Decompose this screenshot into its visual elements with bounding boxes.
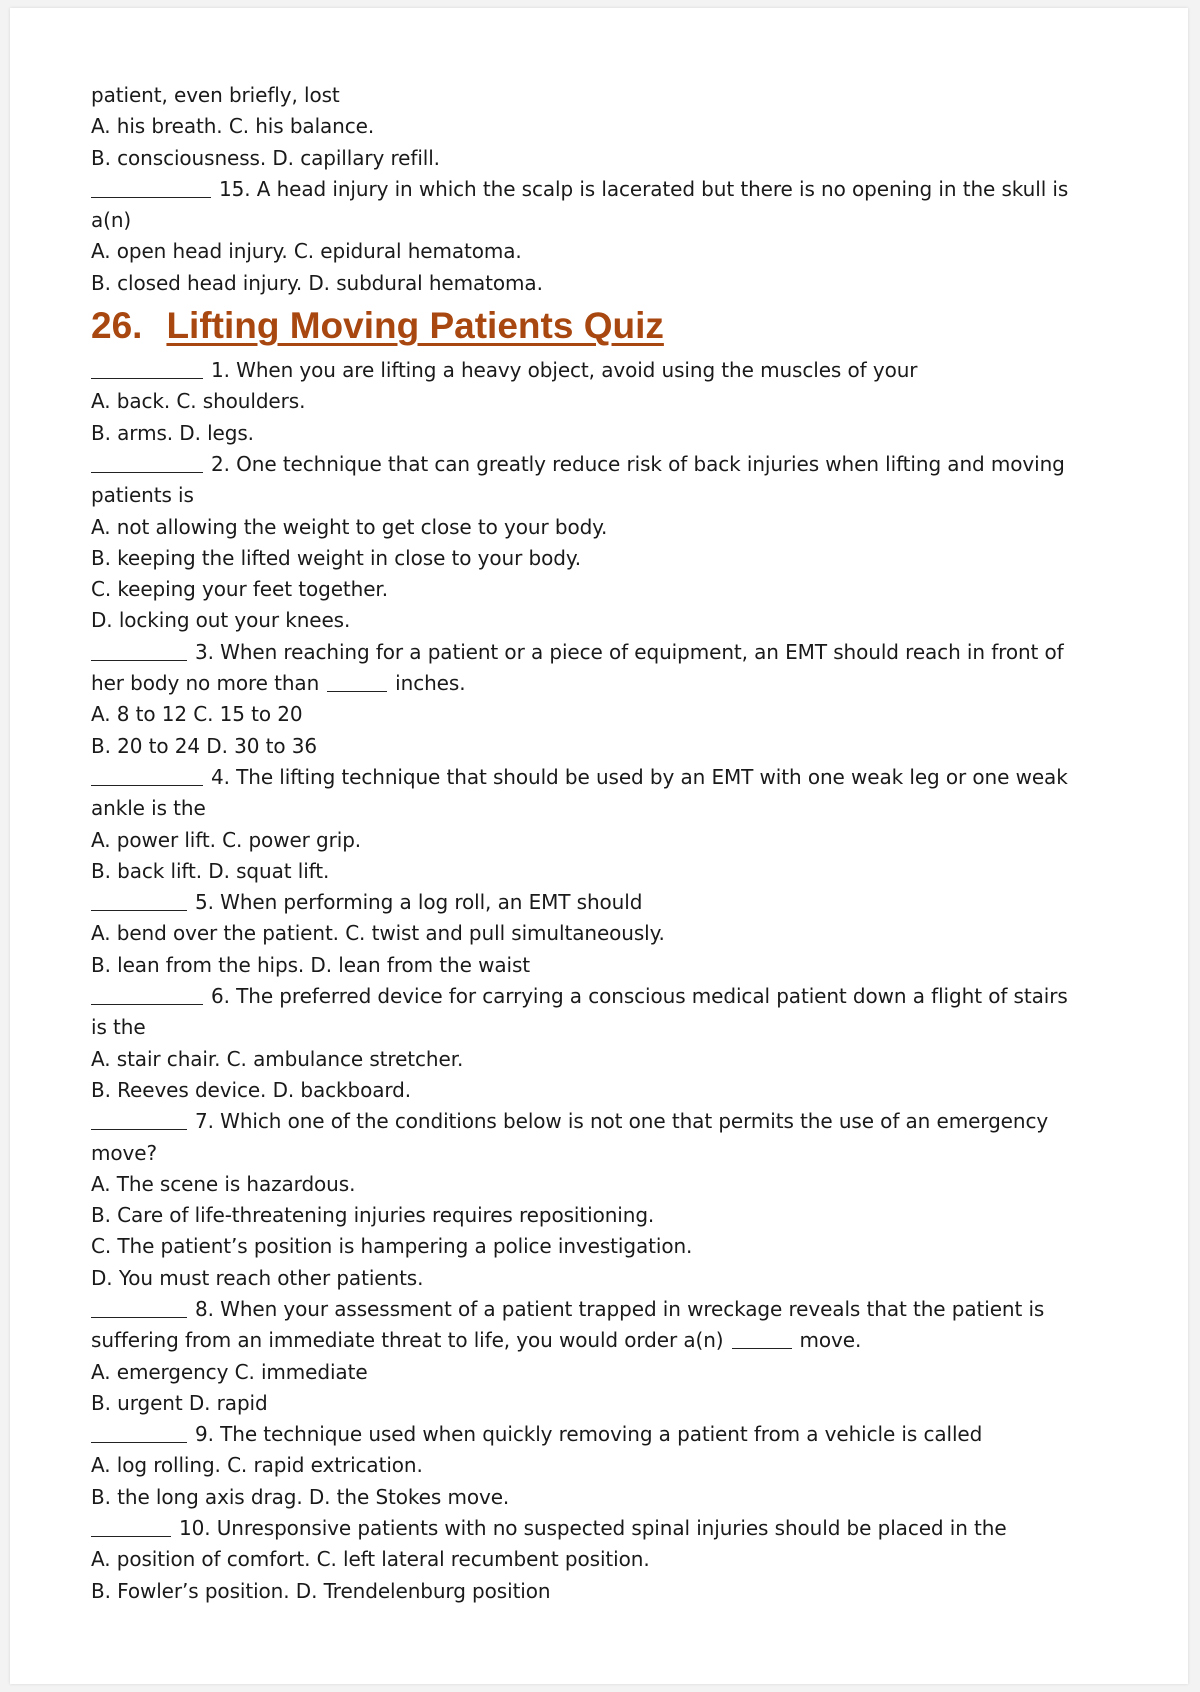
section-heading [91,301,1161,355]
q15-line1: 15. A head injury in which the scalp is lacerated but there is no opening in the skull is [91,174,1161,205]
q4-option-b-d: B. back lift. D. squat lift. [91,858,330,883]
q14-option-a-c: A. his breath. C. his balance. [91,114,375,139]
inline-blank[interactable] [732,1328,792,1349]
answer-blank[interactable] [91,358,203,379]
answer-blank[interactable] [91,177,211,198]
q2-line1: 2. One technique that can greatly reduce risk of back injuries when lifting and moving [91,449,1161,480]
q3-option-b-d: B. 20 to 24 D. 30 to 36 [91,733,317,758]
q2-option-b: B. keeping the lifted weight in close to your body. [91,545,581,570]
q6-option-b-d: B. Reeves device. D. backboard. [91,1077,412,1102]
q10-option-b-d: B. Fowler’s position. D. Trendelenburg position [91,1578,551,1603]
q2-option-d: D. locking out your knees. [91,608,351,633]
answer-blank[interactable] [91,984,203,1005]
q15-option-b-d: B. closed head injury. D. subdural hematoma. [91,270,543,295]
q7-option-c: C. The patient’s position is hampering a police investigation. [91,1234,693,1259]
q1-option-b-d: B. arms. D. legs. [91,420,254,445]
answer-blank[interactable] [91,765,203,786]
answer-blank[interactable] [91,890,187,911]
q7-option-a: A. The scene is hazardous. [91,1171,356,1196]
section-title: Lifting Moving Patients Quiz [166,305,664,347]
q7-line1: 7. Which one of the conditions below is not one that permits the use of an emergency [91,1106,1161,1137]
answer-blank[interactable] [91,1516,171,1537]
q8-option-b-d: B. urgent D. rapid [91,1390,268,1415]
q4-line1: 4. The lifting technique that should be used by an EMT with one weak leg or one weak [91,762,1161,793]
q1-option-a-c: A. back. C. shoulders. [91,389,306,414]
quiz-content [91,80,1161,1607]
q9-option-b-d: B. the long axis drag. D. the Stokes move. [91,1484,510,1509]
q7-line2: move? [91,1140,157,1165]
answer-blank[interactable] [91,452,203,473]
inline-blank[interactable] [327,671,387,692]
q15-line2: a(n) [91,208,132,233]
q7-option-d: D. You must reach other patients. [91,1265,424,1290]
q15-option-a-c: A. open head injury. C. epidural hematoma. [91,239,522,264]
q3-option-a-c: A. 8 to 12 C. 15 to 20 [91,702,303,727]
q5-option-a-c: A. bend over the patient. C. twist and pull simultaneously. [91,921,665,946]
q9-option-a-c: A. log rolling. C. rapid extrication. [91,1453,423,1478]
q10-option-a-c: A. position of comfort. C. left lateral recumbent position. [91,1547,650,1572]
q8-line1: 8. When your assessment of a patient trapped in wreckage reveals that the patient is [91,1294,1161,1325]
section-number: 26. [91,305,143,347]
answer-blank[interactable] [91,1109,187,1130]
q3-line2: her body no more than inches. [91,671,466,696]
q9-line: 9. The technique used when quickly removing a patient from a vehicle is called [91,1419,1161,1450]
q5-option-b-d: B. lean from the hips. D. lean from the waist [91,952,531,977]
q1-line: 1. When you are lifting a heavy object, avoid using the muscles of your [91,355,1161,386]
q2-option-a: A. not allowing the weight to get close to your body. [91,514,608,539]
answer-blank[interactable] [91,1297,187,1318]
q2-line2: patients is [91,483,194,508]
answer-blank[interactable] [91,1422,187,1443]
q8-option-a-c: A. emergency C. immediate [91,1359,368,1384]
q4-option-a-c: A. power lift. C. power grip. [91,827,362,852]
q8-line2: suffering from an immediate threat to life, you would order a(n) move. [91,1328,862,1353]
q6-line1: 6. The preferred device for carrying a conscious medical patient down a flight of stairs [91,981,1161,1012]
q10-line: 10. Unresponsive patients with no suspected spinal injuries should be placed in the [91,1513,1161,1544]
document-page [10,8,1188,1684]
q6-option-a-c: A. stair chair. C. ambulance stretcher. [91,1046,464,1071]
answer-blank[interactable] [91,640,187,661]
q7-option-b: B. Care of life-threatening injuries requires repositioning. [91,1203,655,1228]
q6-line2: is the [91,1015,146,1040]
q3-line1: 3. When reaching for a patient or a piece of equipment, an EMT should reach in front of [91,637,1161,668]
q14-tail: patient, even briefly, lost [91,83,340,107]
q4-line2: ankle is the [91,796,206,821]
q14-option-b-d: B. consciousness. D. capillary refill. [91,145,440,170]
q5-line: 5. When performing a log roll, an EMT should [91,887,1161,918]
q2-option-c: C. keeping your feet together. [91,577,388,602]
